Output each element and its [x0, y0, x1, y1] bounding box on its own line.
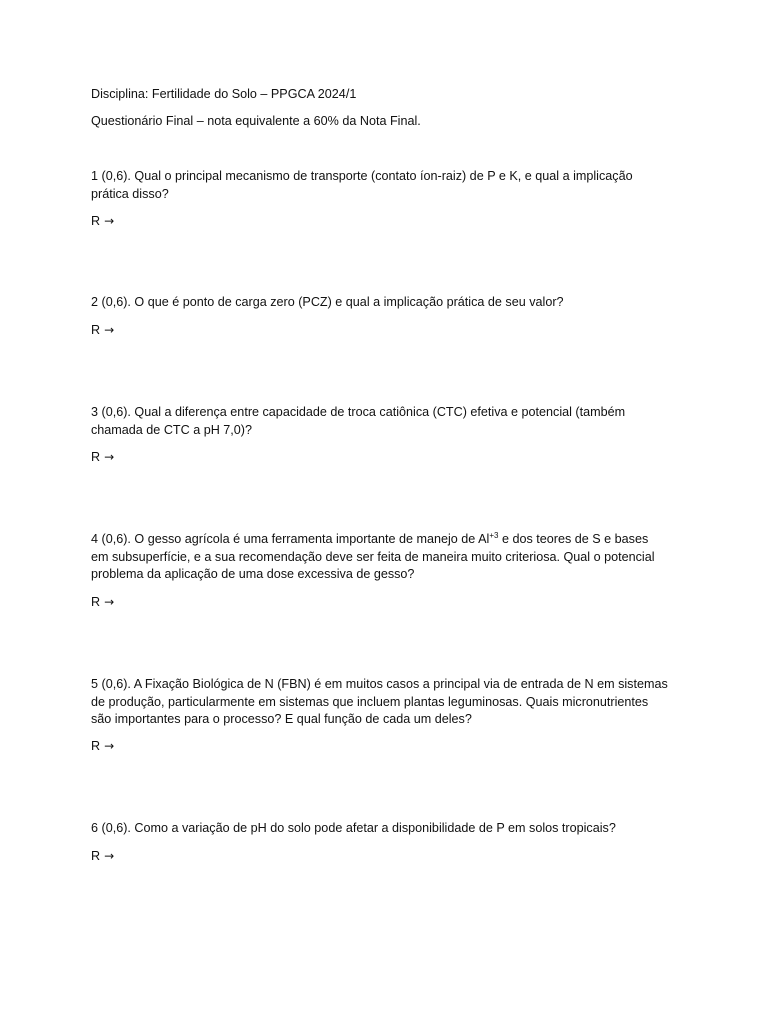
charge-superscript: +3 — [489, 530, 499, 540]
answer-label: R — [91, 849, 101, 863]
discipline-header: Disciplina: Fertilidade do Solo – PPGCA 2024/1 — [91, 87, 357, 101]
answer-2 — [91, 322, 114, 339]
answer-label: R — [91, 214, 101, 228]
question-2 — [91, 294, 691, 312]
question-3-line-2: chamada de CTC a pH 7,0)? — [91, 422, 253, 437]
right-arrow-icon: → — [104, 849, 115, 863]
question-4-line-2: em subsuperfície, e a sua recomendação deve ser feita de maneira muito criteriosa. Qual o potencial — [91, 549, 655, 564]
answer-6 — [91, 848, 114, 865]
right-arrow-icon: → — [104, 450, 115, 464]
exam-subtitle: Questionário Final – nota equivalente a 60% da Nota Final. — [91, 114, 421, 128]
right-arrow-icon: → — [104, 214, 115, 228]
question-4-line-3: problema da aplicação de uma dose excessiva de gesso? — [91, 567, 415, 581]
answer-label: R — [91, 595, 101, 609]
answer-1 — [91, 213, 114, 230]
answer-4 — [91, 594, 114, 611]
question-6 — [91, 820, 691, 838]
right-arrow-icon: → — [104, 595, 115, 609]
question-5 — [91, 676, 691, 729]
answer-3 — [91, 449, 114, 466]
question-3-line-1: 3 (0,6). Qual a diferença entre capacidade de troca catiônica (CTC) efetiva e potencial (também — [91, 405, 626, 419]
question-3 — [91, 404, 691, 439]
question-2-line-1: 2 (0,6). O que é ponto de carga zero (PCZ) e qual a implicação prática de seu valor? — [91, 295, 564, 309]
question-5-line-2: de produção, particularmente em sistemas que incluem plantas leguminosas. Quais micronutrientes — [91, 694, 649, 709]
question-4-line-1: 4 (0,6). O gesso agrícola é uma ferramenta importante de manejo de $Al^{+3}$ e dos teores de S e bases — [91, 530, 649, 546]
question-1-line-2: prática disso? — [91, 186, 169, 201]
answer-label: R — [91, 450, 101, 464]
question-1-line-1: 1 (0,6). Qual o principal mecanismo de transporte (contato íon-raiz) de P e K, e qual a implicação — [91, 169, 633, 183]
question-4 — [91, 531, 691, 584]
answer-label: R — [91, 739, 101, 753]
answer-label: R — [91, 323, 101, 337]
right-arrow-icon: → — [104, 323, 115, 337]
question-1 — [91, 168, 691, 203]
question-5-line-1: 5 (0,6). A Fixação Biológica de N (FBN) é em muitos casos a principal via de entrada de N em sistemas — [91, 677, 668, 691]
right-arrow-icon: → — [104, 739, 115, 753]
question-5-line-3: são importantes para o processo? E qual função de cada um deles? — [91, 712, 472, 726]
question-6-line-1: 6 (0,6). Como a variação de pH do solo pode afetar a disponibilidade de P em solos tropicais? — [91, 821, 616, 835]
answer-5 — [91, 738, 114, 755]
